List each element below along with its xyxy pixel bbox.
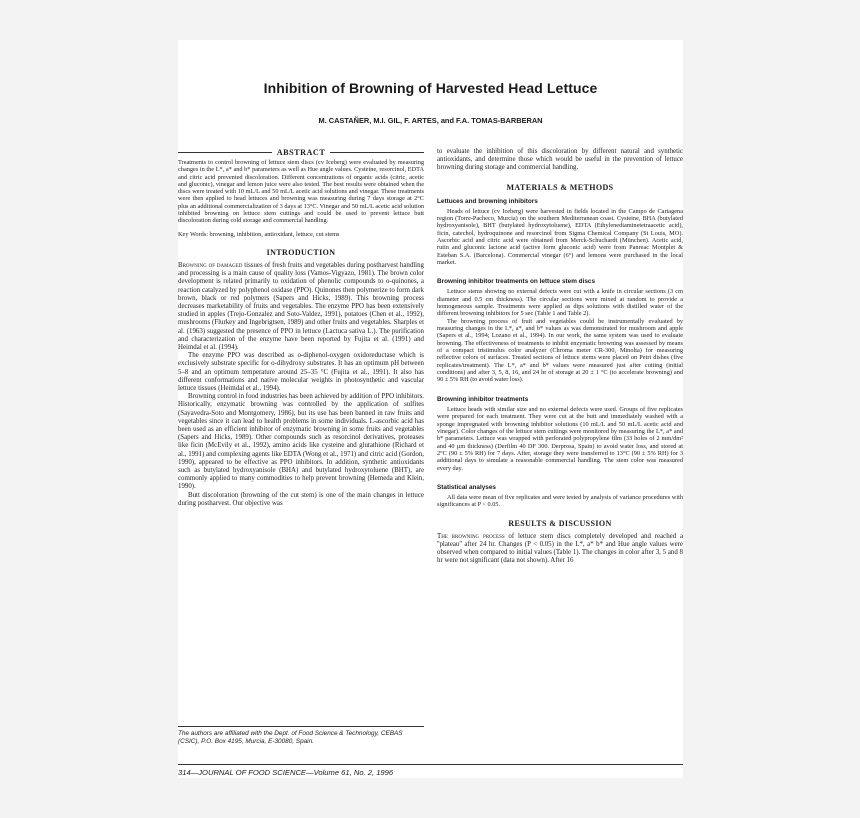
right-column: [437, 148, 683, 565]
intro-paragraph-4: Butt discoloration (browning of the cut stem) is one of the main changes in lettuce during postharvest. Our objective was: [178, 491, 424, 507]
results-body: [437, 533, 683, 566]
introduction-heading: INTRODUCTION: [266, 247, 336, 257]
article-title: Inhibition of Browning of Harvested Head Lettuce: [263, 80, 598, 96]
methods-body: [437, 198, 683, 509]
intro-paragraph-3: Browning control in food industries has been achieved by addition of PPO inhibitors. Historically, enzymatic browning was controlled by the application of sulfites (Sayavedra-Soto and Montgomery, 1986), but its use has been banned in raw fruits and vegetables since it can lead to health problems in some individuals. L-ascorbic acid has been used as an efficient inhibitor of enzymatic browning in some fruits and vegetables (Sapers and Hicks, 1989). Other compounds such as resorcinol derivatives, proteases like ficin (McEvily et al., 1992), amino acids like cysteine and glutathione (Richard et al., 1991) and complexing agents like EDTA (Wong et al., 1971) and citric acid (Gordon, 1990), appeared to be effective as PPO inhibitors. In addition, synthetic antioxidants such as butylated hydroxyanisole (BHA) and butylated hydroxytoluene (BHT), are commonly applied to many commodities to help prevent browning (Hemeda and Klein, 1990).: [178, 393, 424, 491]
intro-lead: Browning of damaged: [178, 261, 243, 269]
author-list: M. CASTAÑER, M.I. GIL, F. ARTES, and F.A. TOMAS-BARBERAN: [318, 116, 543, 125]
lettuces-text: Heads of lettuce (cv Iceberg) were harvested in fields located in the Campo de Cartagena region (Torre-Pacheco, Murcia) on the southern Mediterranean coast. Cysteine, BHA (butylated hydroxyanisole), BHT (butylated hydroxytoluene), EDTA (Ethylenediaminetetraacetic acid), ficin, catechol, hydroquinone and resorcinol from Sigma Chemical Company (St Louis, MO). Ascorbic acid and citric acid were obtained from Merck-Schuchardt (München). Acetic acid, rutin and gluconic lactone acid (active form gluconic acid) were from Panreac Montplet & Esteban S.A. (Barcelona). Commercial vinegar (6°) and lemons were purchased in the local market.: [437, 207, 683, 267]
introduction-body: [178, 262, 424, 508]
rule-line: [178, 152, 272, 153]
results-paragraph: [437, 533, 683, 566]
rule-line: [330, 152, 424, 153]
results-text: of lettuce stem discs completely developed and reached a ''plateau'' after 24 hr. Changes (P < 0.05) in the L*, a* b* and Hue angle values were observed when compared to initial values (Table 1). The changes in color after 3, 5 and 8 hr were not significant (data not shown). After 16: [437, 532, 683, 565]
affiliation-footnote: The authors are affiliated with the Dept. of Food Science & Technology, CEBAS (CSIC), P.O. Box 4195, Murcia, E-30080, Spain.: [178, 726, 424, 745]
intro-paragraph-2: The enzyme PPO was described as o-diphenol-oxygen oxidoreductase which is exclusively substrate specific for o-dihydroxy substrates. It has an optimum pH between 5–8 and an optimum temperature around 25–35 °C (Fujita et al., 1991). It also has different conformations and native molecular weights in photosynthetic and vascular lettuce tissues (Heimdal et al., 1994).: [178, 352, 424, 393]
subsection-heading-lettuces: Lettuces and browning inhibitors: [437, 197, 538, 205]
subsection-heading-stem-discs: Browning inhibitor treatments on lettuce stem discs: [437, 278, 596, 286]
journal-footer: 314—JOURNAL OF FOOD SCIENCE—Volume 61, No. 2, 1996: [178, 764, 683, 777]
statistics-text: All data were mean of five replicates and were tested by analysis of variance procedures with significances at P < 0.05.: [437, 493, 683, 509]
results-heading: RESULTS & DISCUSSION: [508, 518, 612, 528]
keywords: Key Words: browning, inhibition, antioxidant, lettuce, cut stems: [178, 230, 340, 238]
stem-discs-text-2: The browning process of fruit and vegetables could be instrumentally evaluated by measuring changes in the L*, a*, and b* values as was demonstrated for mushroom and apple (Sapers et al., 1994; Lozano et al., 1994). In our work, the same system was used to evaluate browning. The effectiveness of treatments to inhibit enzymatic browning was assessed by means of a compact tristimulus color analyzer (Chroma meter CR-300, Minolta) for measuring reflective colors of surfaces. Treated sections of lettuce stems were placed on Petri dishes (five replicates/treatment). The L*, a* and b* values were measured just after cutting (initial conditions) and after 3, 5, 8, 16, and 24 hr of storage at 20 ± 1 °C (to accelerate browning) and 90 ± 5% RH (to avoid water loss).: [437, 317, 683, 384]
intro-paragraph-1: [178, 262, 424, 352]
stem-discs-text-1: Lettuce stems showing no external defects were cut with a knife in circular sections (3 cm diameter and 0.5 cm thickness). The circular sections were mixed at random to provide a homogeneous sample. Treatments were applied as dips solutions with distilled water of the different browning inhibitors for 5 sec (Table 1 and Table 2).: [437, 288, 683, 318]
subsection-heading-treatments: Browning inhibitor treatments: [437, 395, 529, 403]
intro-p1-text: tissues of fresh fruits and vegetables during postharvest handling and processing is a main cause of quality loss (Vamos-Vigyazo, 1981). The brown color development is related primarily to oxidation of phenolic compounds to o-quinones, a reaction catalyzed by polyphenol oxidase (PPO). Quinones then polymerize to form dark brown, black or red polymers (Sapers and Hicks, 1989). This browning process decreases marketability of fruits and vegetables. The enzyme PPO has been extensively studied in apples (Trejo-Gonzalez and Soto-Valdez, 1991), potatoes (Chen et al., 1992), mushrooms (Flurkey and Ingebrigtsen, 1989) and other fruits and vegetables. Sharples et al. (1963) suggested the presence of PPO in lettuce (Lactuca sativa L.). The purification and characterization of the enzyme have been reported by Fujita et al. (1991) and Heimdal et al. (1994).: [178, 261, 424, 351]
left-column: [178, 148, 424, 508]
abstract-header: [178, 148, 424, 157]
results-lead: The browning process: [437, 532, 505, 540]
objective-text: to evaluate the inhibition of this discoloration by different natural and synthetic antioxidants, and determine those which would be useful in the prevention of lettuce browning during storage and commercial handling.: [437, 148, 683, 172]
abstract-text: Treatments to control browning of lettuce stem discs (cv Iceberg) were evaluated by measuring changes in the L*, a* and b* parameters as well as Hue angle values. Cysteine, resorcinol, EDTA and citric acid prevented discoloration. Different concentrations of organic acids (citric, acetic and gluconic), vinegar and lemon juice were also tested. The best results were obtained when the discs were treated with 10 mL/L and 50 mL/L acetic acid solutions and vinegar. These treatments were then applied to head lettuces and browning was measuring during 7 days storage at 2°C plus an additional commercialization of 3 days at 13°C. Vinegar and 50 mL/L acetic acid solution inhibited browning on lettuce stem cuttings and could be used to prevent lettuce butt discoloration during cold storage and commercial handling.: [178, 159, 424, 225]
subsection-heading-statistics: Statistical analyses: [437, 483, 496, 491]
treatments-text: Lettuce heads with similar size and no external defects were used. Groups of five replicates were prepared for each treatment. They were cut at the butt and immediately washed with a sponge impregnated with browning inhibitor solutions (10 mL/L and 50 mL/L acetic acid and vinegar). Color changes of the lettuce stem cuttings were monitored by measuring the L*, a* and b* parameters. Lettuce was wrapped with perforated polypropylene film (33 holes of 2 mm/dm² and 40 µm thickness) (Derfilm 40 DF 300. Derprosa, Spain) to avoid water loss, and stored at 2°C (90 ± 5% RH) for 7 days. After, storage they were transferred to 13°C (90 ± 5% RH) for 3 additional days to simulate a reasonable commercial handling. The stem color was measured every day.: [437, 405, 683, 472]
journal-page: [178, 40, 683, 778]
methods-heading: MATERIALS & METHODS: [506, 182, 614, 192]
abstract-heading: ABSTRACT: [276, 148, 326, 157]
objective-continuation: [437, 148, 683, 173]
